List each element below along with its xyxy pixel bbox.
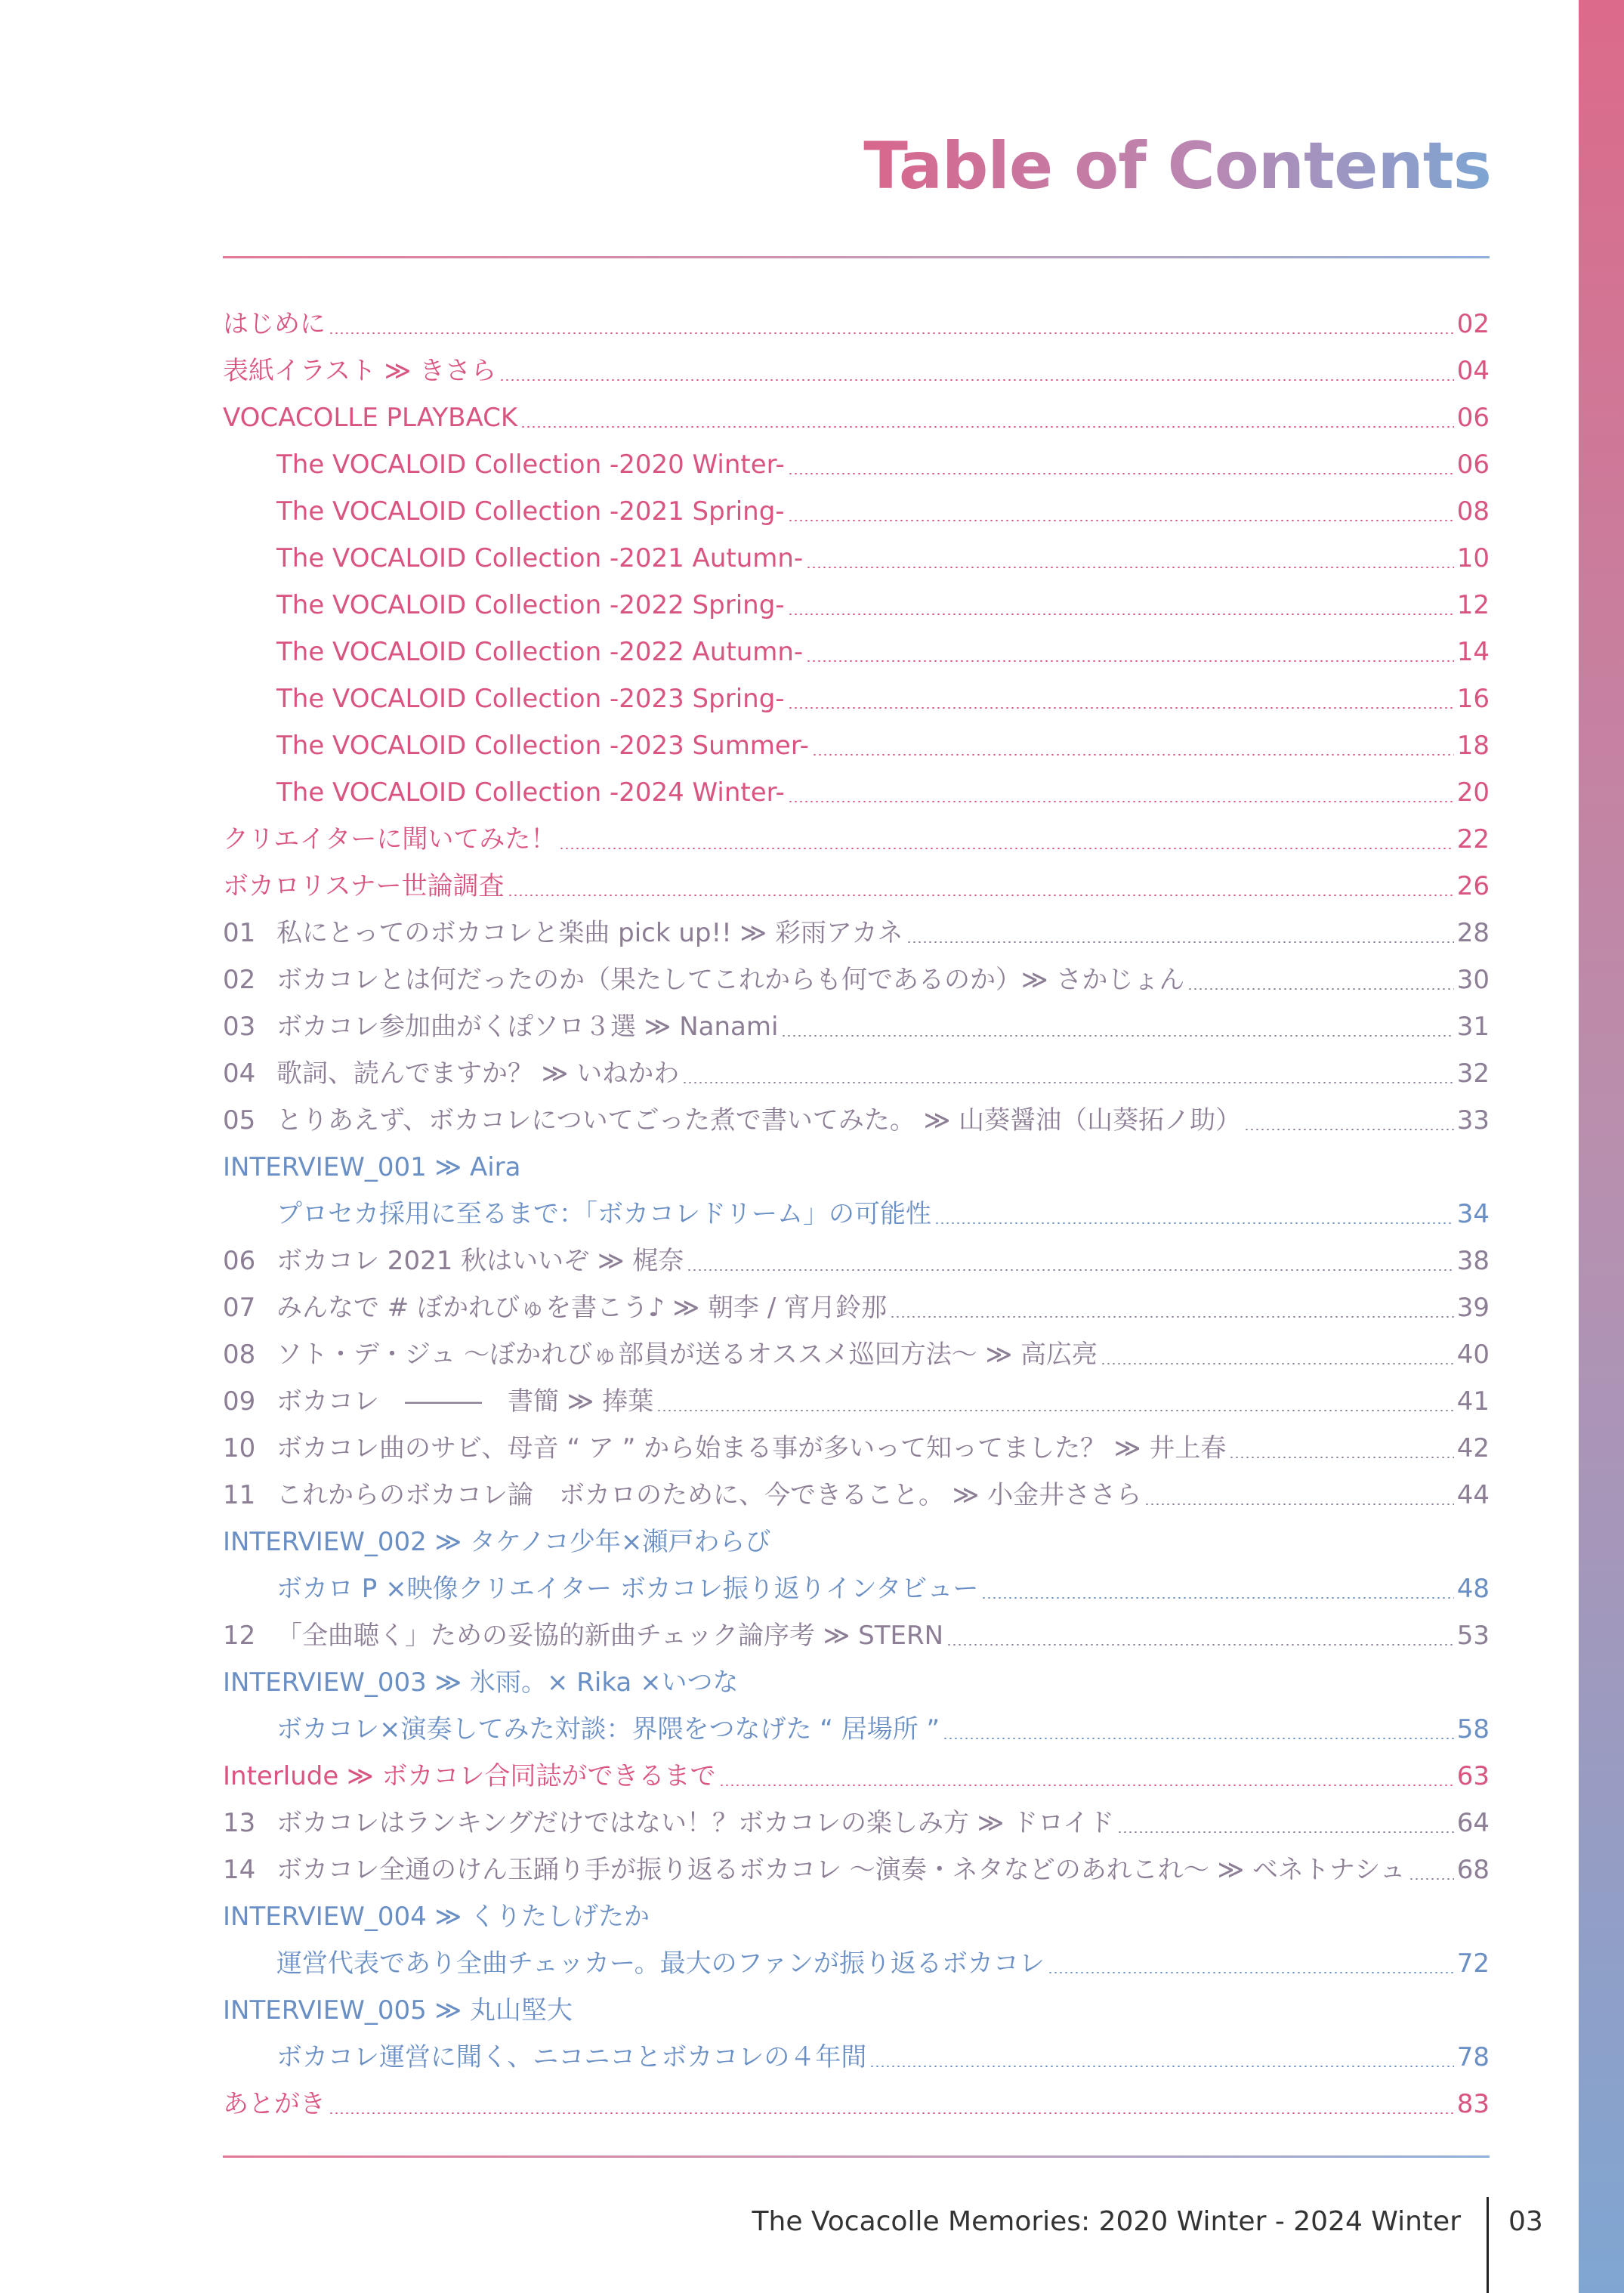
toc-entry-page: 22 xyxy=(1456,824,1490,854)
toc-entry-number: 04 xyxy=(223,1058,256,1089)
footer-publication-title: The Vocacolle Memories: 2020 Winter - 2024 Winter xyxy=(752,2206,1461,2237)
toc-dot-leader xyxy=(1048,1972,1454,1973)
toc-entry[interactable] xyxy=(223,1846,1490,1893)
toc-dot-leader xyxy=(806,660,1454,662)
toc-dot-leader xyxy=(520,426,1454,428)
toc-entry-number: 13 xyxy=(223,1808,256,1838)
toc-entry-page: 20 xyxy=(1456,777,1490,808)
toc-dot-leader xyxy=(508,895,1454,896)
toc-entry-label: ボカロリスナー世論調査 xyxy=(223,871,505,901)
toc-entry-page: 78 xyxy=(1456,2042,1490,2072)
toc-entry[interactable] xyxy=(223,1800,1490,1846)
toc-entry-page: 08 xyxy=(1456,496,1490,527)
toc-entry-page: 32 xyxy=(1456,1058,1490,1089)
toc-entry-label: Interlude ≫ ボカコレ合同誌ができるまで xyxy=(223,1761,716,1791)
toc-entry-page: 34 xyxy=(1456,1199,1490,1229)
toc-entry[interactable] xyxy=(223,1706,1490,1753)
top-divider xyxy=(223,256,1490,258)
footer-page-number: 03 xyxy=(1508,2206,1543,2237)
toc-entry-label: INTERVIEW_003 ≫ 氷雨。× Rika ×いつな xyxy=(223,1667,739,1698)
toc-dot-leader xyxy=(806,567,1454,568)
toc-entry[interactable] xyxy=(223,910,1490,956)
toc-entry-label: ボカコレとは何だったのか（果たしてこれからも何であるのか）≫ さかじょん xyxy=(276,965,1185,995)
toc-dot-leader xyxy=(788,473,1454,474)
toc-entry-page: 68 xyxy=(1456,1855,1490,1885)
toc-dot-leader xyxy=(946,1644,1454,1646)
toc-entry-page: 12 xyxy=(1456,590,1490,620)
toc-dot-leader xyxy=(1244,1129,1454,1130)
toc-entry-page: 63 xyxy=(1456,1761,1490,1791)
toc-dot-leader xyxy=(788,707,1454,709)
toc-entry-number: 14 xyxy=(223,1855,256,1885)
toc-entry[interactable] xyxy=(223,1612,1490,1659)
toc-entry-page: 44 xyxy=(1456,1480,1490,1510)
toc-dot-leader xyxy=(934,1222,1454,1224)
toc-entry-number: 07 xyxy=(223,1293,256,1323)
toc-entry[interactable] xyxy=(223,863,1490,910)
toc-dot-leader xyxy=(329,2112,1454,2114)
bottom-divider xyxy=(223,2155,1490,2158)
toc-dot-leader xyxy=(788,520,1454,521)
toc-entry-label: The VOCALOID Collection -2022 Autumn- xyxy=(276,637,804,667)
toc-entry[interactable] xyxy=(223,1565,1490,1612)
toc-entry[interactable] xyxy=(223,1050,1490,1097)
toc-dot-leader xyxy=(1409,1878,1454,1880)
toc-entry-page: 72 xyxy=(1456,1948,1490,1979)
table-of-contents xyxy=(223,301,1490,2128)
toc-entry-label: The VOCALOID Collection -2021 Spring- xyxy=(276,496,785,527)
toc-entry-label: あとがき xyxy=(223,2089,326,2119)
toc-entry-number: 02 xyxy=(223,965,256,995)
toc-entry[interactable] xyxy=(223,769,1490,816)
toc-entry-label: The VOCALOID Collection -2022 Spring- xyxy=(276,590,785,620)
toc-entry-label: The VOCALOID Collection -2021 Autumn- xyxy=(276,543,804,573)
toc-entry-page: 48 xyxy=(1456,1574,1490,1604)
toc-dot-leader xyxy=(981,1597,1453,1599)
toc-entry-page: 04 xyxy=(1456,356,1490,386)
toc-entry-label: ボカコレ運営に聞く、ニコニコとボカコレの４年間 xyxy=(276,2042,867,2072)
toc-entry-label: INTERVIEW_002 ≫ タケノコ少年×瀬戸わらび xyxy=(223,1527,771,1557)
toc-entry-label: みんなで # ぼかれびゅを書こう♪ ≫ 朝李 / 宵月鈴那 xyxy=(276,1293,888,1323)
toc-entry-label: 私にとってのボカコレと楽曲 pick up!! ≫ 彩雨アカネ xyxy=(276,918,903,948)
toc-entry-label: ボカコレ参加曲がくぽソロ３選 ≫ Nanami xyxy=(276,1012,779,1042)
toc-entry[interactable] xyxy=(223,1144,1490,1191)
toc-entry-page: 31 xyxy=(1456,1012,1490,1042)
toc-entry[interactable] xyxy=(223,301,1490,348)
toc-entry-label: The VOCALOID Collection -2024 Winter- xyxy=(276,777,785,808)
toc-entry[interactable] xyxy=(223,441,1490,488)
toc-dot-leader xyxy=(559,848,1453,849)
toc-entry-page: 02 xyxy=(1456,309,1490,339)
toc-entry[interactable] xyxy=(223,1097,1490,1144)
toc-dot-leader xyxy=(687,1269,1453,1271)
toc-entry-label: ボカコレ 2021 秋はいいぞ ≫ 梶奈 xyxy=(276,1246,684,1276)
toc-dot-leader xyxy=(869,2066,1453,2067)
toc-entry[interactable] xyxy=(223,1940,1490,1987)
toc-entry-page: 53 xyxy=(1456,1621,1490,1651)
toc-entry-label: The VOCALOID Collection -2023 Spring- xyxy=(276,684,785,714)
toc-entry[interactable] xyxy=(223,956,1490,1003)
toc-entry-label: 歌詞、読んでますか？ ≫ いねかわ xyxy=(276,1058,680,1089)
toc-entry-page: 39 xyxy=(1456,1293,1490,1323)
toc-entry-number: 10 xyxy=(223,1433,256,1463)
toc-entry-page: 30 xyxy=(1456,965,1490,995)
toc-entry-label: INTERVIEW_004 ≫ くりたしげたか xyxy=(223,1902,650,1932)
toc-entry-label: The VOCALOID Collection -2020 Winter- xyxy=(276,450,785,480)
toc-entry-label: 表紙イラスト ≫ きさら xyxy=(223,356,497,386)
toc-dot-leader xyxy=(906,941,1454,943)
toc-entry-label: The VOCALOID Collection -2023 Summer- xyxy=(276,731,809,761)
toc-entry-label: クリエイターに聞いてみた！ xyxy=(223,824,557,854)
toc-entry-page: 40 xyxy=(1456,1340,1490,1370)
toc-dot-leader xyxy=(719,1785,1454,1786)
toc-entry[interactable] xyxy=(223,1238,1490,1284)
toc-entry[interactable] xyxy=(223,1331,1490,1378)
toc-entry-page: 10 xyxy=(1456,543,1490,573)
toc-entry[interactable] xyxy=(223,722,1490,769)
toc-entry-label: INTERVIEW_001 ≫ Aira xyxy=(223,1152,521,1182)
toc-entry-number: 12 xyxy=(223,1621,256,1651)
toc-entry-page: 18 xyxy=(1456,731,1490,761)
toc-entry-label: ボカロ P ×映像クリエイター ボカコレ振り返りインタビュー xyxy=(276,1574,979,1604)
toc-entry[interactable] xyxy=(223,1987,1490,2034)
toc-dot-leader xyxy=(1117,1831,1454,1833)
toc-entry-label: VOCACOLLE PLAYBACK xyxy=(223,403,518,433)
toc-entry[interactable] xyxy=(223,1753,1490,1800)
toc-entry[interactable] xyxy=(223,535,1490,582)
toc-entry[interactable] xyxy=(223,629,1490,675)
toc-entry-page: 58 xyxy=(1456,1714,1490,1744)
toc-entry-label: 運営代表であり全曲チェッカー。最大のファンが振り返るボカコレ xyxy=(276,1948,1045,1979)
toc-entry-page: 14 xyxy=(1456,637,1490,667)
toc-dot-leader xyxy=(890,1316,1454,1318)
toc-entry-label: 「全曲聴く」ための妥協的新曲チェック論序考 ≫ STERN xyxy=(276,1621,944,1651)
toc-entry[interactable] xyxy=(223,1659,1490,1706)
toc-dot-leader xyxy=(1187,988,1453,990)
toc-entry-page: 83 xyxy=(1456,2089,1490,2119)
toc-entry-page: 06 xyxy=(1456,450,1490,480)
toc-entry-number: 03 xyxy=(223,1012,256,1042)
toc-dot-leader xyxy=(812,754,1454,756)
toc-dot-leader xyxy=(499,379,1454,381)
toc-dot-leader xyxy=(656,1410,1454,1411)
toc-entry-number: 11 xyxy=(223,1480,256,1510)
toc-dot-leader xyxy=(1229,1457,1453,1458)
toc-entry-label: INTERVIEW_005 ≫ 丸山堅大 xyxy=(223,1995,573,2026)
toc-entry[interactable] xyxy=(223,1519,1490,1565)
toc-entry-page: 28 xyxy=(1456,918,1490,948)
toc-entry-label: ソト・デ・ジュ 〜ぼかれびゅ部員が送るオススメ巡回方法〜 ≫ 高広亮 xyxy=(276,1340,1098,1370)
toc-entry[interactable] xyxy=(223,582,1490,629)
toc-entry[interactable] xyxy=(223,394,1490,441)
toc-entry-number: 05 xyxy=(223,1105,256,1136)
toc-entry[interactable] xyxy=(223,1893,1490,1940)
toc-entry-label: ボカコレ×演奏してみた対談：界隈をつなげた “ 居場所 ” xyxy=(276,1714,940,1744)
toc-entry-label: ボカコレ曲のサビ、母音 “ ア ” から始まる事が多いって知ってました？ ≫ 井上春 xyxy=(276,1433,1227,1463)
toc-entry-label: ボカコレ ――― 書簡 ≫ 捧葉 xyxy=(276,1386,654,1417)
toc-entry-page: 33 xyxy=(1456,1105,1490,1136)
toc-entry[interactable] xyxy=(223,348,1490,394)
toc-entry-number: 08 xyxy=(223,1340,256,1370)
toc-entry-page: 26 xyxy=(1456,871,1490,901)
toc-dot-leader xyxy=(1144,1503,1454,1505)
toc-dot-leader xyxy=(788,613,1454,615)
toc-entry[interactable] xyxy=(223,1472,1490,1519)
toc-entry[interactable] xyxy=(223,2081,1490,2128)
toc-entry-page: 41 xyxy=(1456,1386,1490,1417)
toc-entry-page: 42 xyxy=(1456,1433,1490,1463)
toc-entry[interactable] xyxy=(223,488,1490,535)
toc-dot-leader xyxy=(682,1082,1454,1083)
toc-entry[interactable] xyxy=(223,1378,1490,1425)
toc-entry[interactable] xyxy=(223,2034,1490,2081)
toc-dot-leader xyxy=(788,801,1454,802)
toc-entry[interactable] xyxy=(223,816,1490,863)
toc-dot-leader xyxy=(329,332,1454,334)
toc-entry-page: 64 xyxy=(1456,1808,1490,1838)
toc-entry[interactable] xyxy=(223,1191,1490,1238)
toc-entry-number: 01 xyxy=(223,918,256,948)
toc-entry[interactable] xyxy=(223,1003,1490,1050)
footer-divider xyxy=(1487,2197,1489,2293)
toc-entry-label: とりあえず、ボカコレについてごった煮で書いてみた。 ≫ 山葵醤油（山葵拓ノ助） xyxy=(276,1105,1242,1136)
toc-entry-page: 38 xyxy=(1456,1246,1490,1276)
toc-entry-label: はじめに xyxy=(223,309,326,339)
toc-dot-leader xyxy=(781,1035,1453,1037)
toc-entry[interactable] xyxy=(223,1284,1490,1331)
page-title: Table of Contents xyxy=(863,121,1491,212)
toc-entry-number: 09 xyxy=(223,1386,256,1417)
toc-entry-page: 06 xyxy=(1456,403,1490,433)
side-color-band xyxy=(1579,0,1624,2293)
toc-entry[interactable] xyxy=(223,675,1490,722)
toc-dot-leader xyxy=(1101,1363,1454,1364)
toc-entry-label: ボカコレ全通のけん玉踊り手が振り返るボカコレ 〜演奏・ネタなどのあれこれ〜 ≫ ベネトナシュ xyxy=(276,1855,1406,1885)
toc-entry-number: 06 xyxy=(223,1246,256,1276)
toc-entry-page: 16 xyxy=(1456,684,1490,714)
toc-entry-label: プロセカ採用に至るまで：「ボカコレドリーム」の可能性 xyxy=(276,1199,931,1229)
toc-entry-label: ボカコレはランキングだけではない！？ボカコレの楽しみ方 ≫ ドロイド xyxy=(276,1808,1115,1838)
toc-dot-leader xyxy=(943,1738,1454,1739)
toc-entry-label: これからのボカコレ論 ボカロのために、今できること。 ≫ 小金井ささら xyxy=(276,1480,1142,1510)
toc-entry[interactable] xyxy=(223,1425,1490,1472)
